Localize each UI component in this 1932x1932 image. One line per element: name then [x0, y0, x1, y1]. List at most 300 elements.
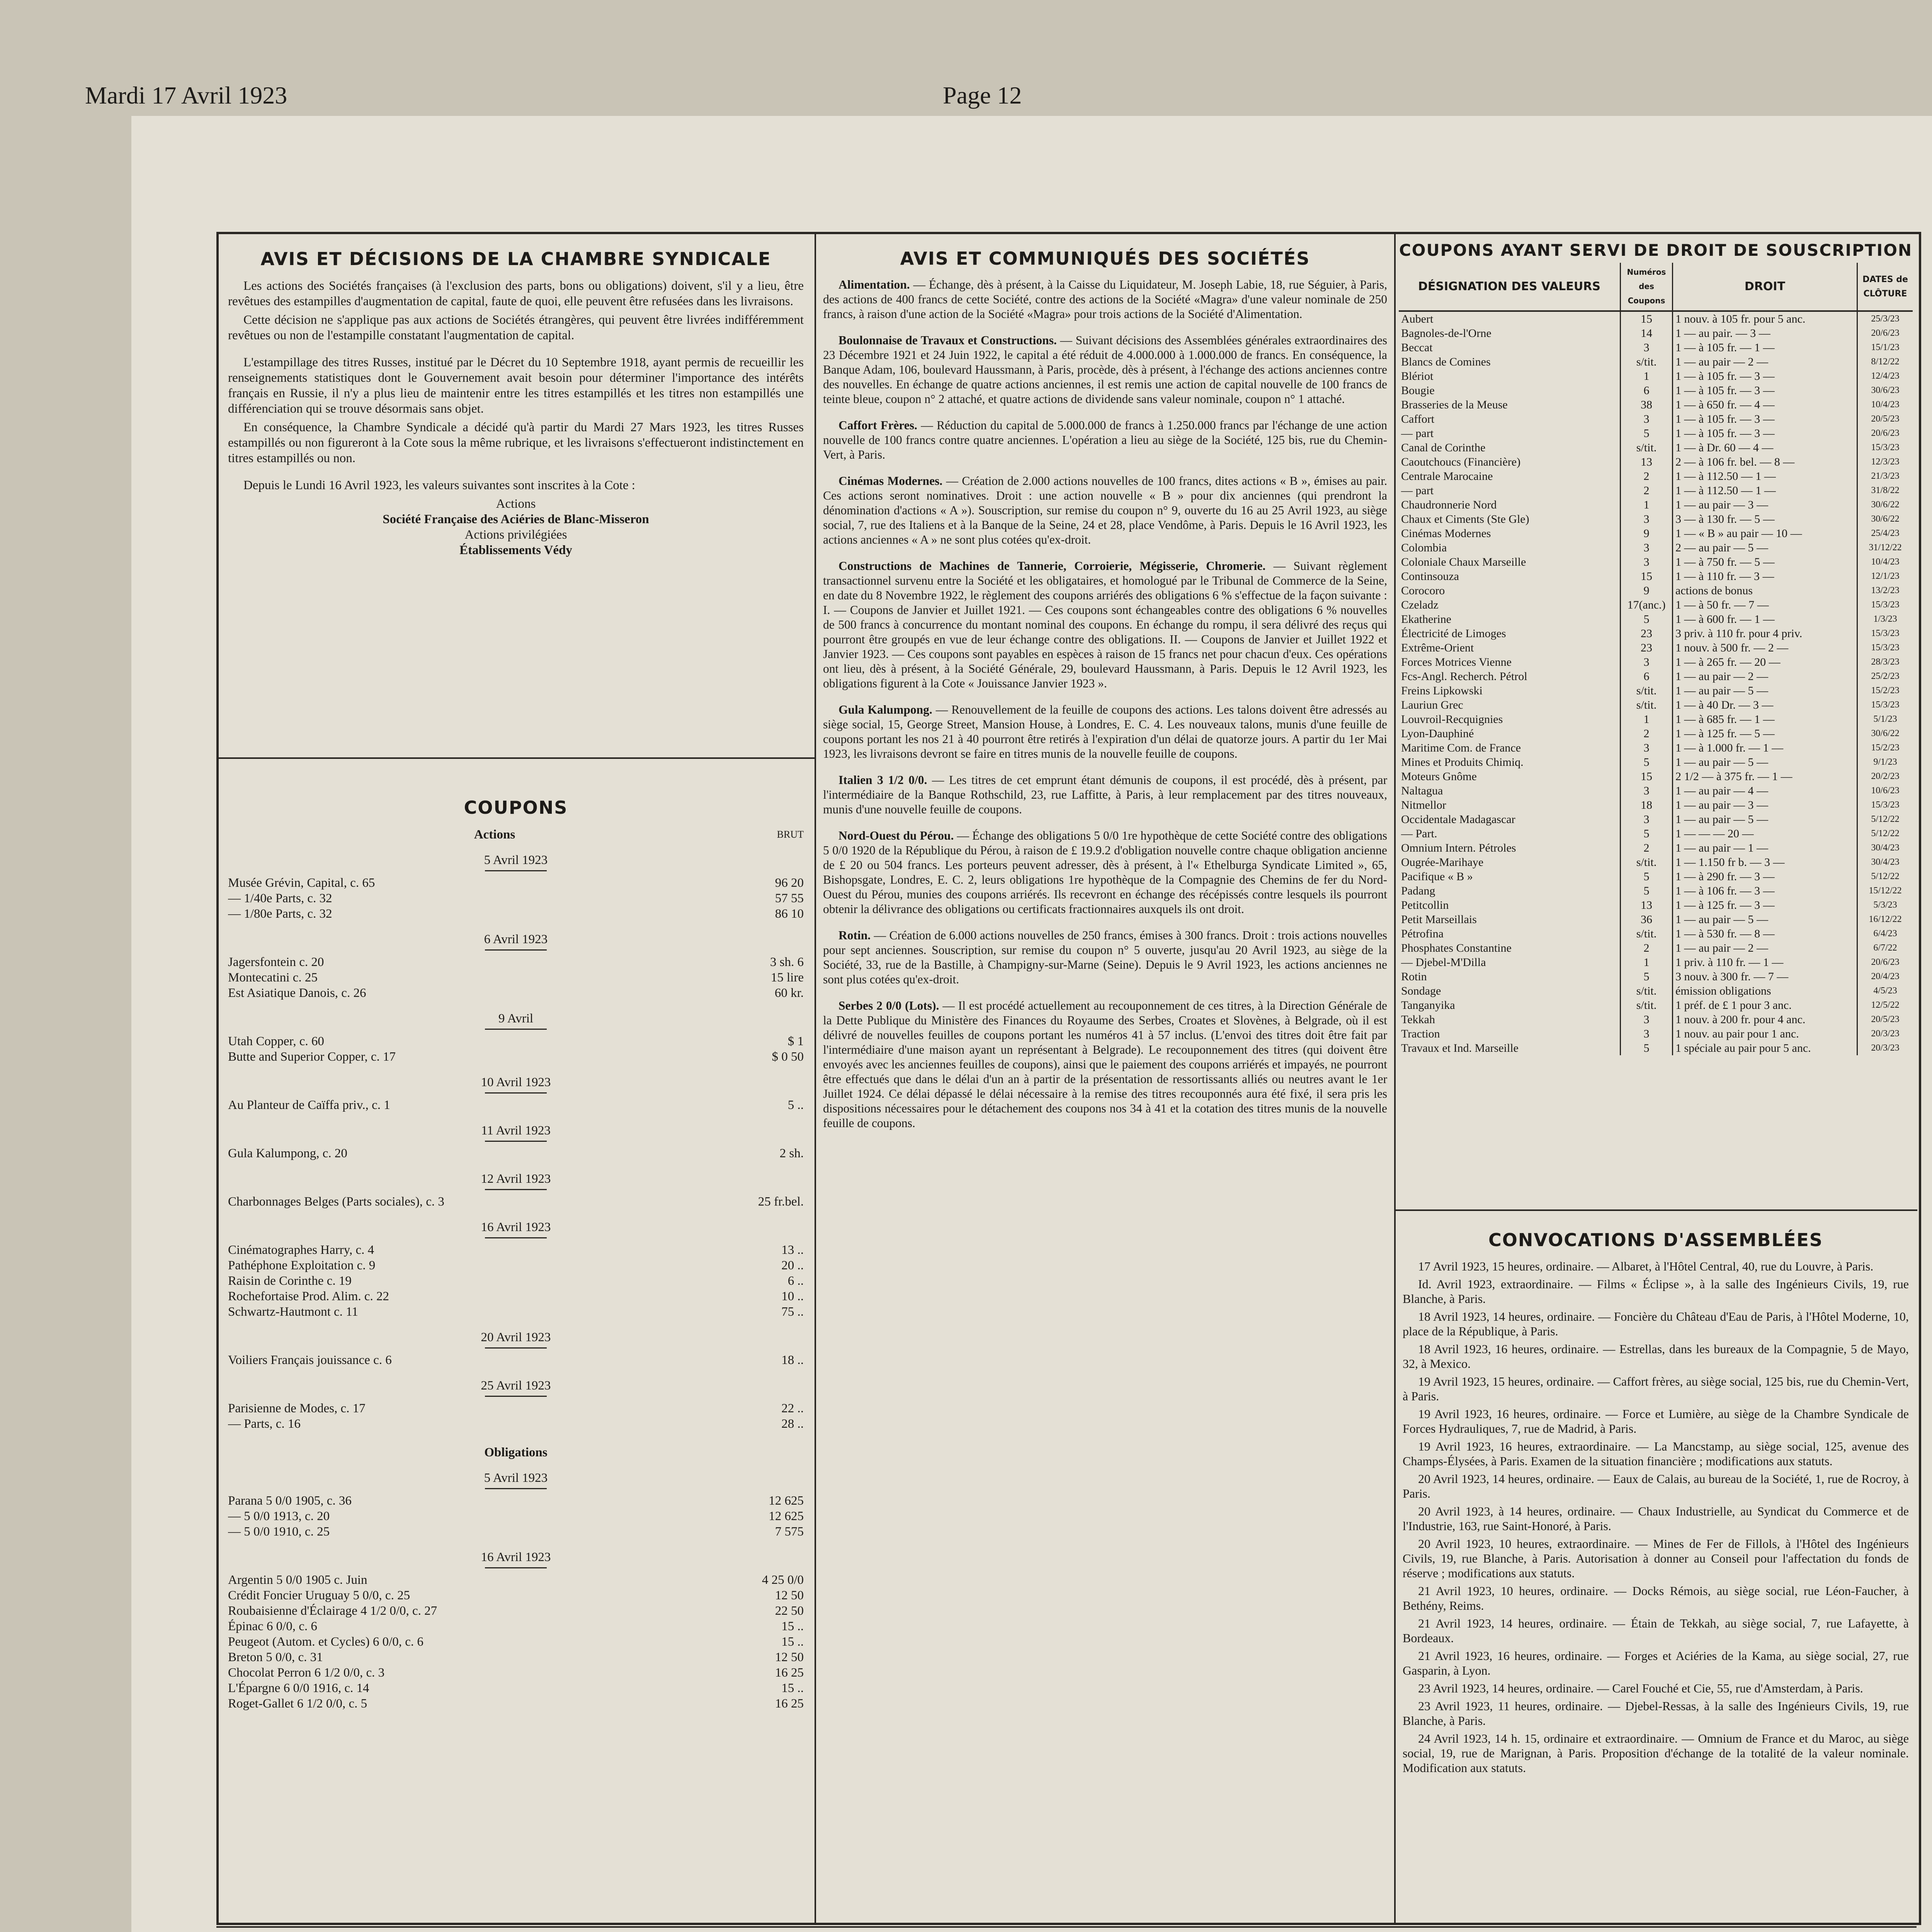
closing-date: 20/4/23	[1871, 971, 1900, 981]
coupon-number: s/tit.	[1621, 684, 1673, 698]
table-row	[1399, 698, 1913, 712]
coupon-value: 15 lire	[770, 971, 804, 985]
value-name: Bougie	[1399, 383, 1621, 398]
coupon-number: s/tit.	[1621, 698, 1673, 712]
subscription-right: 1 préf. de £ 1 pour 3 anc.	[1673, 998, 1857, 1012]
coupon-value: 22 50	[775, 1604, 804, 1618]
value-name: Padang	[1399, 884, 1621, 898]
table-row	[1399, 569, 1913, 583]
subscription-right: 1 — à 1.000 fr. — 1 —	[1673, 741, 1857, 755]
closing-date: 20/6/23	[1871, 328, 1900, 338]
coupon-row	[228, 1603, 804, 1619]
date-separator	[485, 1237, 547, 1238]
value-name: — part	[1399, 426, 1621, 440]
table-row	[1399, 927, 1913, 941]
coupon-name: Breton 5 0/0, c. 31	[228, 1650, 323, 1664]
chambre-para: Cette décision ne s'applique pas aux actions de Sociétés étrangères, qui peuvent être livrées indifféremment revêtues ou non de l'estampille constatant l'augmentation de capital.	[228, 313, 804, 342]
coupon-row	[228, 1034, 804, 1049]
table-row	[1399, 1012, 1913, 1027]
coupon-value: 57 55	[775, 891, 804, 905]
column-rule-2	[1394, 232, 1396, 1923]
coupon-row	[228, 1273, 804, 1289]
value-name: Bagnoles-de-l'Orne	[1399, 326, 1621, 340]
chambre-para: Depuis le Lundi 16 Avril 1923, les valeurs suivantes sont inscrites à la Cote :	[243, 478, 635, 492]
coupon-number: 18	[1621, 798, 1673, 812]
value-name: Pétrofina	[1399, 927, 1621, 941]
value-name: Chaudronnerie Nord	[1399, 498, 1621, 512]
date-separator	[485, 1092, 547, 1094]
coupon-number: 3	[1621, 412, 1673, 426]
subscription-right: 1 — au pair — 5 —	[1673, 684, 1857, 698]
chambre-para: L'estampillage des titres Russes, institué par le Décret du 10 Septembre 1918, ayant permis de recueillir les renseignements statistiques dont le Gouvernement avait besoin pour déterminer l'importance des intérêts français en Russie, il n'y a plus lieu de maintenir entre les titres estampillés et les titres non estampillés une différenciation qui se trouve désormais sans objet.	[228, 355, 804, 416]
societe-text: — Suivant décisions des Assemblées générales extraordinaires des 23 Décembre 1921 et 24 Juin 1922, le capital a été réduit de 4.000.000 à 1.000.000 de francs. En conséquence, la Banque Adam, 106, boulevard Haussmann, à Paris, procède, dès à présent, à l'échange des actions anciennes contre des nouvelles. En échange de quatre actions anciennes, il est remis une action de capital nouvelle de 100 francs de teinte bleue, coupon n° 2 attaché, et quatre actions de dividende sans valeur nominale, coupon n° 1 attaché.	[823, 333, 1387, 406]
convocation-item: 20 Avril 1923, 10 heures, extraordinaire. — Mines de Fer de Fillols, à l'Hôtel des Ingénieurs Civils, 19, rue Blanche, à Paris. Autorisation à donner au Conseil pour l'affectation du fonds de réserve ; modifications aux statuts.	[1403, 1537, 1909, 1580]
table-row	[1399, 1041, 1913, 1055]
souscription-title: COUPONS AYANT SERVI DE DROIT DE SOUSCRIPTION	[1399, 241, 1913, 260]
coupons-subheader	[228, 827, 804, 842]
closing-date: 15/2/23	[1871, 685, 1900, 696]
table-row	[1399, 812, 1913, 827]
closing-date: 15/3/23	[1871, 700, 1900, 710]
societe-name: Italien 3 1/2 0/0.	[838, 773, 927, 787]
coupon-value: 18 ..	[781, 1353, 804, 1367]
subscription-right: 1 nouv. à 200 fr. pour 4 anc.	[1673, 1012, 1857, 1027]
coupon-value: 15 ..	[781, 1681, 804, 1695]
societe-text: — Les titres de cet emprunt étant démunis de coupons, il est procédé, dès à présent, par l'intermédiaire de la Banque Rothschild, 23, rue Laffitte, à Paris, à leur remplacement par des titres nouveaux, munis d'une nouvelle feuille de coupons.	[823, 773, 1387, 816]
closing-date: 20/2/23	[1871, 771, 1900, 781]
coupons-actions-list	[228, 852, 804, 1432]
subscription-right: 1 — à Dr. 60 — 4 —	[1673, 440, 1857, 455]
table-row	[1399, 984, 1913, 998]
closing-date: 9/1/23	[1873, 757, 1897, 767]
subscription-right: 1 — 1.150 fr b. — 3 —	[1673, 855, 1857, 869]
coupon-name: Utah Copper, c. 60	[228, 1034, 324, 1048]
date-separator	[485, 1567, 547, 1568]
date-separator	[485, 1488, 547, 1489]
table-row	[1399, 884, 1913, 898]
value-name: Aubert	[1399, 311, 1621, 326]
closing-date: 1/3/23	[1873, 614, 1897, 624]
chambre-bottom-rule	[219, 757, 815, 759]
closing-date: 6/7/22	[1873, 943, 1897, 953]
subscription-right: 1 — au pair — 2 —	[1673, 355, 1857, 369]
coupon-number: 5	[1621, 869, 1673, 884]
coupon-row	[228, 891, 804, 906]
coupon-number: 3	[1621, 784, 1673, 798]
table-row	[1399, 469, 1913, 483]
header-date: Mardi 17 Avril 1923	[85, 82, 287, 109]
table-row	[1399, 498, 1913, 512]
header-page-number: Page 12	[943, 82, 1022, 109]
coupon-name: Gula Kalumpong, c. 20	[228, 1146, 347, 1160]
closing-date: 12/5/22	[1871, 1000, 1900, 1010]
coupon-number: 1	[1621, 498, 1673, 512]
closing-date: 31/8/22	[1871, 485, 1900, 495]
societe-notice	[823, 928, 1387, 987]
coupon-value: 60 kr.	[774, 986, 804, 1000]
chambre-para: En conséquence, la Chambre Syndicale a décidé qu'à partir du Mardi 27 Mars 1923, les titres Russes estampillés ou non figureront à la Cote sous la même rubrique, et les livraisons s'effectueront indistinctement en titres estampillés ou non.	[228, 420, 804, 465]
coupon-number: 3	[1621, 340, 1673, 355]
coupon-row	[228, 970, 804, 985]
table-row	[1399, 855, 1913, 869]
value-name: Ougrée-Marihaye	[1399, 855, 1621, 869]
table-row	[1399, 641, 1913, 655]
subscription-right: 1 — à 105 fr. — 3 —	[1673, 383, 1857, 398]
value-name: Forces Motrices Vienne	[1399, 655, 1621, 669]
coupon-date: 6 Avril 1923	[484, 932, 548, 946]
page-header	[85, 81, 1901, 116]
coupon-name: Voiliers Français jouissance c. 6	[228, 1353, 392, 1367]
subscription-right: 1 — à 40 Dr. — 3 —	[1673, 698, 1857, 712]
table-row	[1399, 726, 1913, 741]
coupons-title: COUPONS	[464, 797, 568, 818]
coupon-number: 15	[1621, 769, 1673, 784]
subscription-right: 1 — à 290 fr. — 3 —	[1673, 869, 1857, 884]
table-header-row	[1399, 263, 1913, 311]
subscription-right: 2 — à 106 fr. bel. — 8 —	[1673, 455, 1857, 469]
closing-date: 20/3/23	[1871, 1043, 1900, 1053]
table-row	[1399, 755, 1913, 769]
company-name: Établissements Védy	[459, 543, 572, 557]
value-name: — part	[1399, 483, 1621, 498]
subscription-right: 1 — au pair — 4 —	[1673, 784, 1857, 798]
societe-text: — Suivant règlement transactionnel survenu entre la Société et les obligataires, et homologué par le Tribunal de Commerce de la Seine, en date du 8 Novembre 1922, le règlement des coupons arriérés des obligations 6 % s'effectue de la façon suivante : I. — Coupons de Janvier et Juillet 1921. — Ces coupons sont échangeables contre des obligations 6 % nouvelles de 500 francs à concurrence du montant nominal des coupons. En échange du rompu, il sera délivré des reçus qui pourront être groupés en vue de leur échange contre des obligations. II. — Coupons de Janvier et Juillet 1922 et Janvier 1923. — Ces coupons sont payables en espèces à raison de 15 francs net pour chacun d'eux. Ces opérations ont lieu, dès à présent, à la Société Générale, 29, boulevard Haussmann, à Paris. Depuis le 12 Avril 1923, les obligations figurent à la Cote « Jouissance Janvier 1923 ».	[823, 559, 1387, 690]
societe-name: Alimentation.	[838, 278, 910, 291]
coupon-row	[228, 1049, 804, 1065]
coupon-value: 12 625	[769, 1494, 804, 1508]
table-row	[1399, 526, 1913, 541]
coupon-name: Parana 5 0/0 1905, c. 36	[228, 1494, 352, 1508]
souscription-bottom-rule	[1396, 1209, 1917, 1211]
coupon-name: Au Planteur de Caïffa priv., c. 1	[228, 1098, 390, 1112]
coupon-name: Chocolat Perron 6 1/2 0/0, c. 3	[228, 1666, 385, 1680]
societe-notice	[823, 998, 1387, 1131]
coupon-row	[228, 1572, 804, 1588]
subscription-right: 1 — à 105 fr. — 1 —	[1673, 340, 1857, 355]
societe-notice	[823, 333, 1387, 406]
coupon-number: s/tit.	[1621, 927, 1673, 941]
subscription-right: émission obligations	[1673, 984, 1857, 998]
table-row	[1399, 684, 1913, 698]
value-name: Traction	[1399, 1027, 1621, 1041]
coupon-value: 3 sh. 6	[770, 955, 804, 969]
table-row	[1399, 598, 1913, 612]
coupon-number: 15	[1621, 311, 1673, 326]
coupon-row	[228, 1680, 804, 1696]
coupon-number: 3	[1621, 1027, 1673, 1041]
coupon-number: 38	[1621, 398, 1673, 412]
value-name: Caoutchoucs (Financière)	[1399, 455, 1621, 469]
coupon-name: Parisienne de Modes, c. 17	[228, 1401, 366, 1415]
column-rule-1	[815, 232, 816, 1923]
coupon-row	[228, 1242, 804, 1258]
actions-label: Actions	[496, 497, 536, 511]
societe-notice	[823, 418, 1387, 462]
subscription-right: 1 — à 750 fr. — 5 —	[1673, 555, 1857, 569]
coupon-row	[228, 1493, 804, 1509]
coupon-number: 5	[1621, 827, 1673, 841]
convocation-item: 18 Avril 1923, 14 heures, ordinaire. — Foncière du Château d'Eau de Paris, à l'Hôtel Moderne, 10, place de la République, à Paris.	[1403, 1310, 1909, 1338]
coupon-number: 3	[1621, 741, 1673, 755]
closing-date: 10/4/23	[1871, 557, 1900, 567]
coupon-number: 6	[1621, 383, 1673, 398]
chambre-para: Les actions des Sociétés françaises (à l'exclusion des parts, bons ou obligations) doivent, s'il y a lieu, être revêtues des estampilles d'augmentation de capital, faute de quoi, elle peuvent être refusées dans les livraisons.	[228, 279, 804, 308]
coupon-name: Argentin 5 0/0 1905 c. Juin	[228, 1573, 367, 1587]
societe-text: — Il est procédé actuellement au recouponnement de ces titres, à la Direction Générale de la Dette Publique du Ministère des Finances du Royaume des Serbes, Croates et Slovènes, à Belgrade, où il est délivré de nouvelles feuilles de coupons portant les numéros 41 à 57 inclus. (L'envoi des titres doit être fait par l'intermédiaire d'une maison ayant un représentant à Belgrade). Le recouponnement des titres (qui doivent être envoyés avec les anciennes feuilles de coupons), ainsi que le paiement des coupons arriérés et impayés, ne pourront être effectués que dans le délai d'un an à partir de la présentation de ressortissants alliés ou neutres avant le 1er Juillet 1924. Ce délai dépassé le délai nécessaire à la remise des titres recouponnés aura été fixé, il sera pris les dispositions nécessaires pour le détachement des coupons nos 34 à 41 et la cotation des titres munis de la nouvelle feuille de coupons.	[823, 999, 1387, 1130]
subscription-right: actions de bonus	[1673, 583, 1857, 598]
closing-date: 12/4/23	[1871, 371, 1900, 381]
closing-date: 5/12/22	[1871, 828, 1900, 838]
coupon-number: 6	[1621, 669, 1673, 684]
coupon-value: 25 fr.bel.	[758, 1195, 804, 1209]
coupon-value: 13 ..	[781, 1243, 804, 1257]
subscription-right: 1 nouv. au pair pour 1 anc.	[1673, 1027, 1857, 1041]
coupon-value: 5 ..	[787, 1098, 804, 1112]
coupon-value: 12 50	[775, 1650, 804, 1664]
coupon-row	[228, 875, 804, 891]
societes-list	[823, 277, 1387, 1131]
value-name: Petitcollin	[1399, 898, 1621, 912]
coupon-number: s/tit.	[1621, 998, 1673, 1012]
societe-notice	[823, 828, 1387, 917]
obligations-label: Obligations	[484, 1446, 548, 1459]
subscription-right: 1 spéciale au pair pour 5 anc.	[1673, 1041, 1857, 1055]
value-name: Blancs de Comines	[1399, 355, 1621, 369]
closing-date: 12/3/23	[1871, 457, 1900, 467]
closing-date: 30/6/23	[1871, 385, 1900, 395]
coupon-row	[228, 985, 804, 1001]
societe-notice	[823, 559, 1387, 691]
coupon-number: 2	[1621, 469, 1673, 483]
table-row	[1399, 340, 1913, 355]
convocation-item: Id. Avril 1923, extraordinaire. — Films « Éclipse », à la salle des Ingénieurs Civils, 19, rue Blanche, à Paris.	[1403, 1277, 1909, 1306]
coupon-number: 9	[1621, 526, 1673, 541]
closing-date: 30/6/22	[1871, 728, 1900, 738]
coupon-row	[228, 1696, 804, 1711]
coupon-value: 12 50	[775, 1588, 804, 1602]
subscription-right: 1 — à 112.50 — 1 —	[1673, 469, 1857, 483]
convocation-item: 20 Avril 1923, à 14 heures, ordinaire. — Chaux Industrielle, au Syndicat du Commerce et de l'Industrie, 163, rue Saint-Honoré, à Paris.	[1403, 1504, 1909, 1533]
closing-date: 31/12/22	[1869, 543, 1902, 553]
value-name: Travaux et Ind. Marseille	[1399, 1041, 1621, 1055]
value-name: Rotin	[1399, 969, 1621, 984]
coupon-row	[228, 1401, 804, 1416]
column-header: DATES de CLÔTURE	[1857, 263, 1913, 311]
societe-name: Nord-Ouest du Pérou.	[838, 829, 954, 842]
coupon-value: 15 ..	[781, 1619, 804, 1633]
closing-date: 21/3/23	[1871, 471, 1900, 481]
closing-date: 5/3/23	[1873, 900, 1897, 910]
table-row	[1399, 383, 1913, 398]
closing-date: 16/12/22	[1869, 914, 1902, 924]
coupon-row	[228, 1509, 804, 1524]
coupon-number: 2	[1621, 841, 1673, 855]
subscription-right: 1 — au pair — 5 —	[1673, 755, 1857, 769]
societe-name: Cinémas Modernes.	[838, 474, 943, 488]
coupon-number: 2	[1621, 726, 1673, 741]
table-row	[1399, 841, 1913, 855]
coupon-name: Pathéphone Exploitation c. 9	[228, 1259, 376, 1272]
coupon-number: 23	[1621, 641, 1673, 655]
coupon-name: Raisin de Corinthe c. 19	[228, 1274, 352, 1288]
date-separator	[485, 870, 547, 871]
value-name: Czeladz	[1399, 598, 1621, 612]
table-row	[1399, 369, 1913, 383]
value-name: Blériot	[1399, 369, 1621, 383]
coupon-row	[228, 1146, 804, 1161]
convocation-item: 21 Avril 1923, 16 heures, ordinaire. — Forges et Aciéries de la Kama, au siège social, 27, rue Gasparin, à Lyon.	[1403, 1649, 1909, 1677]
value-name: Beccat	[1399, 340, 1621, 355]
societe-name: Constructions de Machines de Tannerie, Corroierie, Mégisserie, Chromerie.	[838, 559, 1266, 573]
column-header: DÉSIGNATION DES VALEURS	[1399, 263, 1621, 311]
subscription-right: 1 — au pair — 2 —	[1673, 941, 1857, 955]
coupon-value: 75 ..	[781, 1305, 804, 1319]
subscription-right: 1 — à 125 fr. — 3 —	[1673, 898, 1857, 912]
convocations-list	[1403, 1259, 1909, 1775]
coupon-value: 2 sh.	[779, 1146, 804, 1160]
coupon-value: 20 ..	[781, 1259, 804, 1272]
table-row	[1399, 898, 1913, 912]
subscription-right: 1 — à 106 fr. — 3 —	[1673, 884, 1857, 898]
closing-date: 15/2/23	[1871, 743, 1900, 753]
value-name: Maritime Com. de France	[1399, 741, 1621, 755]
closing-date: 15/3/23	[1871, 643, 1900, 653]
convocation-item: 23 Avril 1923, 14 heures, ordinaire. — Carel Fouché et Cie, 55, rue d'Amsterdam, à Paris.	[1418, 1681, 1863, 1695]
coupon-number: s/tit.	[1621, 855, 1673, 869]
coupon-value: 28 ..	[781, 1417, 804, 1431]
coupon-name: Schwartz-Hautmont c. 11	[228, 1305, 358, 1319]
value-name: Phosphates Constantine	[1399, 941, 1621, 955]
subscription-right: 1 — « B » au pair — 10 —	[1673, 526, 1857, 541]
coupon-value: $ 1	[787, 1034, 804, 1048]
value-name: Ekatherine	[1399, 612, 1621, 626]
closing-date: 20/3/23	[1871, 1029, 1900, 1039]
societe-text: — Échange des obligations 5 0/0 1re hypothèque de cette Société contre des obligations 5 0/0 1920 de la République du Pérou, à raison de £ 19.9.2 d'obligation nouvelle contre chaque obligation ancienne de £ 20 ou 504 francs. Les porteurs peuvent adresser, dès à présent, à l'« Ethelburga Syndicate Limited », 65, Bishopsgate, Londres, E. C. 2, leurs obligations 1re hypothèque de la Compagnie des Chemins de fer du Nord-Ouest du Pérou, munies des coupons arriérés. Ils recevront en échange des récépissés contre lesquels ils pourront obtenir la délivrance des obligations ou certificats fractionnaires auxquels ils ont droit.	[823, 829, 1387, 916]
date-separator	[485, 1347, 547, 1349]
date-separator	[485, 1029, 547, 1030]
coupon-row	[228, 1588, 804, 1603]
coupon-number: 2	[1621, 483, 1673, 498]
value-name: Coloniale Chaux Marseille	[1399, 555, 1621, 569]
chambre-title: AVIS ET DÉCISIONS DE LA CHAMBRE SYNDICALE	[260, 248, 771, 269]
convocation-item: 21 Avril 1923, 14 heures, ordinaire. — Étain de Tekkah, au siège social, 7, rue Lafayette, à Bordeaux.	[1403, 1616, 1909, 1645]
coupon-number: 5	[1621, 426, 1673, 440]
coupon-number: 3	[1621, 1012, 1673, 1027]
convocation-item: 19 Avril 1923, 16 heures, extraordinaire. — La Mancstamp, au siège social, 125, avenue des Champs-Élysées, à Paris. Examen de la situation financière ; modifications aux statuts.	[1403, 1439, 1909, 1468]
table-row	[1399, 398, 1913, 412]
convocations-section	[1403, 1229, 1909, 1913]
closing-date: 15/1/23	[1871, 342, 1900, 352]
table-row	[1399, 440, 1913, 455]
closing-date: 15/12/22	[1869, 886, 1902, 896]
societe-notice	[823, 773, 1387, 817]
closing-date: 5/12/22	[1871, 814, 1900, 824]
societe-text: — Création de 2.000 actions nouvelles de 100 francs, dites actions « B », émises au pair. Ces actions seront nominatives. Droit : une action nouvelle « B » pour dix anciennes (qui prendront la dénomination d'actions « A »). Souscription, sur remise du coupon n° 9, ouverte du 16 au 25 Avril 1923, au siège social, 7, rue des Italiens et à la Banque de la Seine, 24 et 28, place Vendôme, à Paris. Depuis le 16 Avril 1923, les actions anciennes « A » ne sont plus cotées qu'ex-droit.	[823, 474, 1387, 546]
societe-name: Rotin.	[838, 929, 871, 942]
closing-date: 20/5/23	[1871, 1014, 1900, 1024]
closing-date: 20/6/23	[1871, 428, 1900, 438]
value-name: Chaux et Ciments (Ste Gle)	[1399, 512, 1621, 526]
coupon-date: 16 Avril 1923	[481, 1220, 551, 1234]
coupon-number: 15	[1621, 569, 1673, 583]
souscription-section	[1399, 240, 1913, 1206]
coupon-name: Rochefortaise Prod. Alim. c. 22	[228, 1289, 389, 1303]
coupon-number: 5	[1621, 884, 1673, 898]
coupon-number: 5	[1621, 612, 1673, 626]
table-row	[1399, 869, 1913, 884]
convocation-item: 19 Avril 1923, 15 heures, ordinaire. — Caffort frères, au siège social, 125 bis, rue du Chemin-Vert, à Paris.	[1403, 1374, 1909, 1403]
societe-notice	[823, 702, 1387, 761]
convocations-title: CONVOCATIONS D'ASSEMBLÉES	[1488, 1230, 1823, 1250]
table-row	[1399, 827, 1913, 841]
coupon-number: 3	[1621, 812, 1673, 827]
value-name: Petit Marseillais	[1399, 912, 1621, 927]
subscription-right: 1 — au pair — 1 —	[1673, 841, 1857, 855]
table-row	[1399, 612, 1913, 626]
closing-date: 10/4/23	[1871, 400, 1900, 410]
table-row	[1399, 541, 1913, 555]
table-row	[1399, 626, 1913, 641]
societe-text: — Création de 6.000 actions nouvelles de 250 francs, émises à 300 francs. Droit : trois actions nouvelles pour sept anciennes. Souscription, sur remise du coupon n° 5 ouverte, jusqu'au 20 Avril 1923, au siège de la Société, 33, rue de la Bastille, à Champigny-sur-Marne (Seine). Depuis le 9 Avril 1923, les actions anciennes ne sont plus cotées qu'ex-droit.	[823, 929, 1387, 986]
table-row	[1399, 741, 1913, 755]
value-name: Occidentale Madagascar	[1399, 812, 1621, 827]
closing-date: 13/2/23	[1871, 585, 1900, 595]
coupon-number: 5	[1621, 969, 1673, 984]
value-name: Louvroil-Recquignies	[1399, 712, 1621, 726]
coupon-value: 7 575	[775, 1525, 804, 1539]
coupon-date: 9 Avril	[498, 1012, 534, 1026]
societe-notice	[823, 474, 1387, 547]
souscription-table	[1399, 263, 1913, 1055]
coupon-name: — 5 0/0 1910, c. 25	[228, 1525, 330, 1539]
subscription-right: 1 — — — 20 —	[1673, 827, 1857, 841]
coupon-row	[228, 1097, 804, 1113]
subscription-right: 1 — à 105 fr. — 3 —	[1673, 369, 1857, 383]
coupon-value: 15 ..	[781, 1635, 804, 1649]
subscription-right: 1 — au pair — 5 —	[1673, 912, 1857, 927]
coupon-name: — 1/40e Parts, c. 32	[228, 891, 332, 905]
closing-date: 12/1/23	[1871, 571, 1900, 581]
value-name: Mines et Produits Chimiq.	[1399, 755, 1621, 769]
date-separator	[485, 1396, 547, 1397]
coupon-value: 4 25 0/0	[762, 1573, 804, 1587]
value-name: — Djebel-M'Dilla	[1399, 955, 1621, 969]
coupon-name: Musée Grévin, Capital, c. 65	[228, 876, 375, 890]
convocation-item: 20 Avril 1923, 14 heures, ordinaire. — Eaux de Calais, au bureau de la Société, 1, rue de Rocroy, à Paris.	[1403, 1472, 1909, 1500]
date-separator	[485, 1141, 547, 1142]
societes-title: AVIS ET COMMUNIQUÉS DES SOCIÉTÉS	[900, 248, 1310, 269]
table-row	[1399, 998, 1913, 1012]
column-header: Numéros des Coupons	[1621, 263, 1673, 311]
value-name: Canal de Corinthe	[1399, 440, 1621, 455]
coupon-number: 14	[1621, 326, 1673, 340]
subscription-right: 1 — à 650 fr. — 4 —	[1673, 398, 1857, 412]
closing-date: 8/12/22	[1871, 357, 1900, 367]
coupon-number: 36	[1621, 912, 1673, 927]
coupon-name: Roget-Gallet 6 1/2 0/0, c. 5	[228, 1697, 367, 1711]
coupon-date: 5 Avril 1923	[484, 853, 548, 867]
table-row	[1399, 669, 1913, 684]
subscription-right: 1 — à 112.50 — 1 —	[1673, 483, 1857, 498]
coupon-row	[228, 1650, 804, 1665]
closing-date: 6/4/23	[1873, 929, 1897, 939]
coupon-date: 16 Avril 1923	[481, 1550, 551, 1564]
coupon-value: 6 ..	[787, 1274, 804, 1288]
value-name: Continsouza	[1399, 569, 1621, 583]
coupon-value: 86 10	[775, 907, 804, 921]
coupon-number: 9	[1621, 583, 1673, 598]
coupons-section	[228, 796, 804, 1909]
